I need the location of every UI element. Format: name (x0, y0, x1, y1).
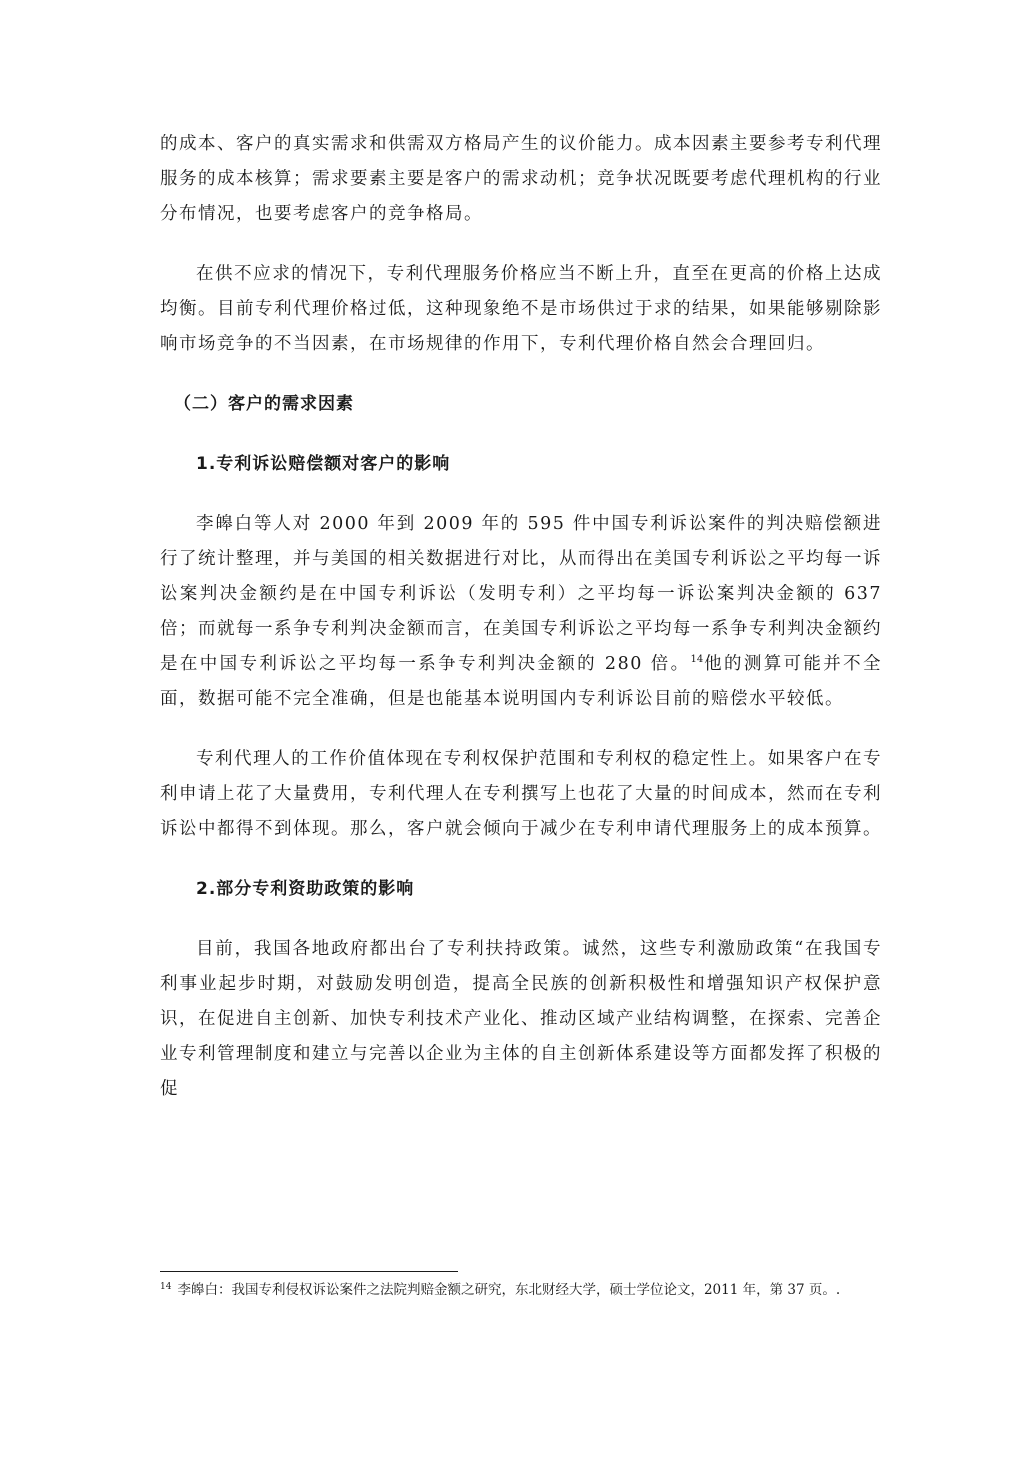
document-body (160, 127, 882, 1132)
subsection-heading-subsidy: 2.部分专利资助政策的影响 (196, 879, 415, 899)
footnote-number: 14 (160, 1281, 172, 1292)
footnote-divider (160, 1271, 458, 1272)
paragraph-litigation-stats (160, 507, 882, 717)
subsection-heading-litigation: 1.专利诉讼赔偿额对客户的影响 (196, 454, 451, 474)
footnote (160, 1279, 882, 1301)
paragraph-subsidy-policy: 目前，我国各地政府都出台了专利扶持政策。诚然，这些专利激励政策“在我国专利事业起步时期，对鼓励发明创造，提高全民族的创新积极性和增强知识产权保护意识，在促进自主创新、加快专利技术产业化、推动区域产业结构调整，在探索、完善企业专利管理制度和建立与完善以企业为主体的自主创新体系建设等方面都发挥了积极的促 (160, 939, 882, 1099)
paragraph-agent-value: 专利代理人的工作价值体现在专利权保护范围和专利权的稳定性上。如果客户在专利申请上花了大量费用，专利代理人在专利撰写上也花了大量的时间成本，然而在专利诉讼中都得不到体现。那么，客户就会倾向于减少在专利申请代理服务上的成本预算。 (160, 749, 882, 839)
footnote-text: 李皞白：我国专利侵权诉讼案件之法院判赔金额之研究，东北财经大学，硕士学位论文，2011 年，第 37 页。. (177, 1282, 841, 1298)
footnote-reference[interactable]: 14 (690, 654, 704, 666)
paragraph-litigation-stats-text-cont: 他的测算可能并不全面，数据可能不完全准确，但是也能基本说明国内专利诉讼目前的赔偿水平较低。 (160, 654, 883, 709)
paragraph-supply-demand: 在供不应求的情况下，专利代理服务价格应当不断上升，直至在更高的价格上达成均衡。目前专利代理价格过低，这种现象绝不是市场供过于求的结果，如果能够剔除影响市场竞争的不当因素，在市场规律的作用下，专利代理价格自然会合理回归。 (160, 264, 882, 354)
section-heading-customer-demand: （二）客户的需求因素 (174, 394, 354, 414)
paragraph-cost-factors: 的成本、客户的真实需求和供需双方格局产生的议价能力。成本因素主要参考专利代理服务的成本核算；需求要素主要是客户的需求动机；竞争状况既要考虑代理机构的行业分布情况，也要考虑客户的竞争格局。 (160, 134, 882, 224)
paragraph-litigation-stats-text: 李皞白等人对 2000 年到 2009 年的 595 件中国专利诉讼案件的判决赔偿额进行了统计整理，并与美国的相关数据进行对比，从而得出在美国专利诉讼之平均每一诉讼案判决金额约是在中国专利诉讼（发明专利）之平均每一诉讼案判决金额的 637 倍；而就每一系争专利判决金额而言，在美国专利诉讼之平均每一系争专利判决金额约是在中国专利诉讼之平均每一系争专利判决金额的 280 倍。 (160, 514, 882, 674)
